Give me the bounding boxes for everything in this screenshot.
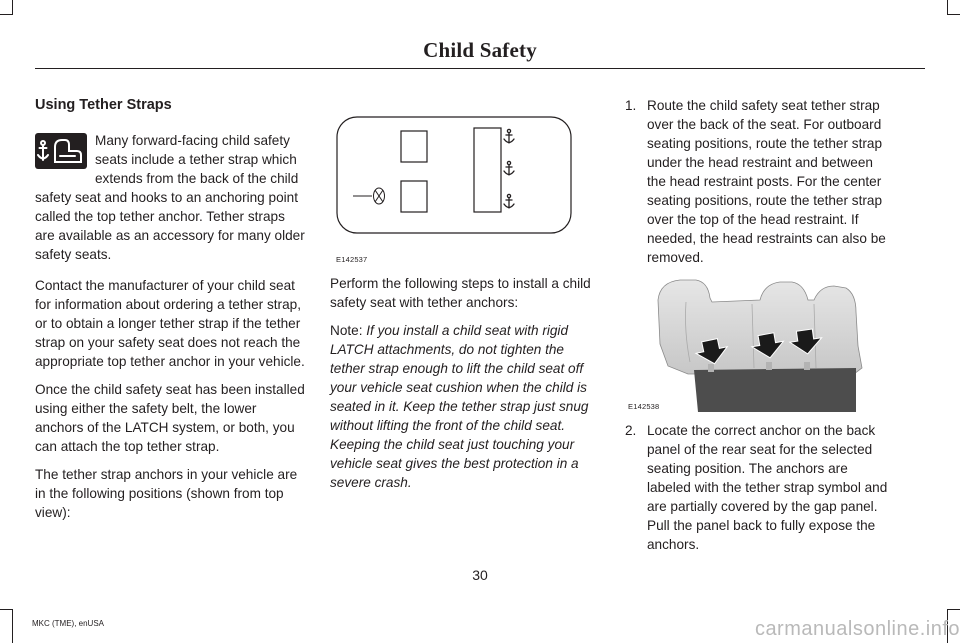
note-label: Note: [330, 323, 363, 338]
note-text: If you install a child seat with rigid LATCH attachments, do not tighten the tether strap enough to lift the child seat off your vehicle seat cushion when the child is seated in it. Keep the tether strap just snug without lifting the front of the child seat. Keeping the child seat just touching your vehicle seat gives the best protection in a severe crash. [330, 323, 589, 490]
crop-mark-top-right-h [947, 14, 960, 15]
paragraph-positions: The tether strap anchors in your vehicle are in the following positions (shown from top view): [35, 467, 298, 520]
right-column-top [625, 96, 895, 267]
document-code: MKC (TME), enUSA [32, 619, 105, 628]
paragraph-attach: Once the child safety seat has been installed using either the safety belt, the lower anchors of the LATCH system, or both, you can attach the top tether strap. [35, 382, 305, 454]
crop-mark-bottom-right-h [947, 609, 960, 610]
page-number: 30 [472, 567, 488, 583]
tether-anchor-icon [504, 194, 514, 208]
figure-code: E142538 [628, 402, 660, 411]
child-seat-tether-icon [35, 133, 87, 169]
step-text: Route the child safety seat tether strap over the back of the seat. For outboard seating positions, route the tether strap under the head restraint and between the head restraint posts. For the center seating positions, route the tether strap over the top of the head restraint. If needed, the head restraints can also be removed. [647, 98, 886, 265]
step-1 [625, 96, 895, 267]
page-title: Child Safety [423, 38, 537, 62]
seat-square-front-left [401, 131, 427, 162]
left-column [35, 96, 305, 531]
title-divider [35, 68, 925, 69]
crop-mark-top-right-v [947, 0, 948, 14]
step-number: 1. [625, 98, 637, 113]
step-number: 2. [625, 423, 637, 438]
rear-seat-illustration [624, 272, 894, 414]
rear-seat-figure [624, 272, 894, 414]
middle-column [330, 274, 600, 501]
tether-anchor-diagram [336, 116, 572, 264]
seat-square-rear-left [401, 181, 427, 212]
crop-mark-top-left-h [0, 14, 13, 15]
crop-mark-bottom-left-h [0, 609, 13, 610]
tether-anchor-diagram-svg [336, 116, 572, 256]
rear-bench [474, 128, 501, 212]
tether-anchor-icon [504, 129, 514, 143]
crop-mark-top-left-v [12, 0, 13, 14]
right-column-bottom [625, 421, 895, 554]
tether-anchor-icon [504, 161, 514, 175]
section-heading: Using Tether Straps [35, 97, 172, 113]
crop-mark-bottom-left-v [12, 610, 13, 643]
figure-code: E142537 [336, 255, 368, 264]
intro-paragraph: Many forward-facing child safety seats include a tether strap which extends from the back of the child safety seat and hooks to an anchoring point called the top tether anchor. Tether straps are available as an accessory for many older safety seats. [35, 133, 305, 262]
step-2 [625, 421, 895, 554]
paragraph-manufacturer: Contact the manufacturer of your child seat for information about ordering a tether strap, or to obtain a longer tether strap if the tether strap on your safety seat does not reach the appropriate top tether anchor in your vehicle. [35, 278, 305, 369]
note-paragraph [330, 321, 600, 492]
watermark: carmanualsonline.info [754, 618, 960, 640]
step-text: Locate the correct anchor on the back panel of the rear seat for the selected seating position. The anchors are labeled with the tether strap symbol and are partially covered by the gap panel. Pull the panel back to fully expose the anchors. [647, 423, 888, 552]
steps-intro: Perform the following steps to install a child safety seat with tether anchors: [330, 276, 591, 310]
